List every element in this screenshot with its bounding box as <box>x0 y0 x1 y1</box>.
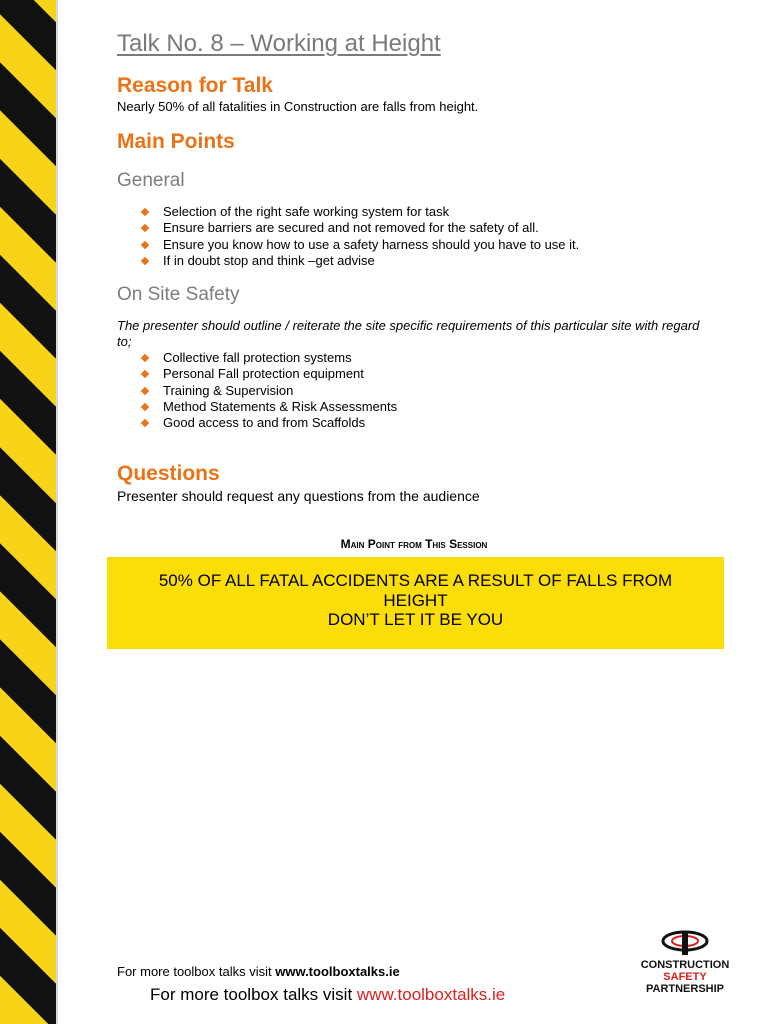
diamond-bullet-icon <box>141 419 149 427</box>
list-item: Method Statements & Risk Assessments <box>139 399 397 415</box>
diamond-bullet-icon <box>141 224 149 232</box>
site-safety-intro: The presenter should outline / reiterate the site specific requirements of this particular site with regard to; <box>117 318 700 349</box>
construction-safety-partnership-logo <box>630 925 740 1005</box>
diamond-bullet-icon <box>141 370 149 378</box>
hazard-stripe-border <box>0 0 58 1024</box>
footer-note-small: For more toolbox talks visit www.toolboxtalks.ie <box>117 964 400 979</box>
diamond-bullet-icon <box>141 403 149 411</box>
highlight-line-3: DON’T LET IT BE YOU <box>327 610 504 629</box>
diamond-bullet-icon <box>141 240 149 248</box>
logo-line-safety: SAFETY <box>663 971 707 983</box>
highlight-line-1: 50% OF ALL FATAL ACCIDENTS ARE A RESULT OF FALLS FROM <box>158 571 673 590</box>
general-list <box>139 204 579 269</box>
list-item: Ensure you know how to use a safety harness should you have to use it. <box>139 237 579 253</box>
site-safety-heading: On Site Safety <box>117 284 240 305</box>
diamond-bullet-icon <box>141 257 149 265</box>
list-item: Personal Fall protection equipment <box>139 366 397 382</box>
list-item: If in doubt stop and think –get advise <box>139 253 579 269</box>
footer-link-small[interactable]: www.toolboxtalks.ie <box>275 964 400 979</box>
diamond-bullet-icon <box>141 386 149 394</box>
logo-emblem-icon <box>655 925 715 959</box>
list-item: Training & Supervision <box>139 383 397 399</box>
diamond-bullet-icon <box>141 208 149 216</box>
list-item: Selection of the right safe working system for task <box>139 204 579 220</box>
questions-heading: Questions <box>117 462 220 485</box>
list-item: Good access to and from Scaffolds <box>139 415 397 431</box>
reason-heading: Reason for Talk <box>117 74 273 97</box>
footer-link-large[interactable]: www.toolboxtalks.ie <box>356 985 506 1004</box>
highlight-line-2: HEIGHT <box>383 590 448 610</box>
page-title: Talk No. 8 – Working at Height <box>117 30 441 57</box>
reason-text: Nearly 50% of all fatalities in Construction are falls from height. <box>117 99 479 114</box>
diamond-bullet-icon <box>141 354 149 362</box>
logo-line-construction: CONSTRUCTION <box>640 959 730 971</box>
logo-line-partnership: PARTNERSHIP <box>645 983 725 995</box>
list-item: Collective fall protection systems <box>139 350 397 366</box>
questions-text: Presenter should request any questions from the audience <box>117 488 480 504</box>
site-safety-list <box>139 350 397 431</box>
footer-note-large: For more toolbox talks visit www.toolboxtalks.ie <box>150 985 506 1004</box>
main-points-heading: Main Points <box>117 130 235 153</box>
main-point-caption: Main Point from This Session <box>340 537 488 551</box>
list-item: Ensure barriers are secured and not removed for the safety of all. <box>139 220 579 236</box>
general-heading: General <box>117 170 185 191</box>
main-point-highlight-box <box>107 557 724 649</box>
